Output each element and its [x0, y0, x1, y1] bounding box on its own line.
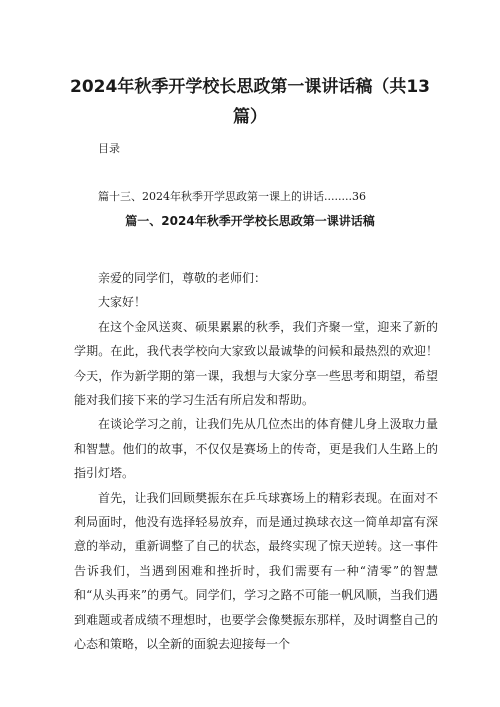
greeting-paragraph: 大家好！ — [98, 295, 147, 310]
toc-heading: 目录 — [98, 142, 120, 155]
salutation-paragraph: 亲爱的同学们，尊敬的老师们： — [98, 271, 267, 285]
body-paragraph: 在谈论学习之前，让我们先从几位杰出的体育健儿身上汲取力量和智慧。他们的故事，不仅仅是赛场上的传奇，更是我们人生路上的指引灯塔。 — [74, 417, 438, 481]
document-title: 2024年秋季开学校长思政第一课讲话稿（共13篇） — [70, 77, 430, 127]
section-heading: 篇一、2024年秋季开学校长思政第一课讲话稿 — [125, 214, 375, 228]
document-body — [74, 266, 438, 657]
body-paragraph: 在这个金风送爽、硕果累累的秋季，我们齐聚一堂，迎来了新的学期。在此，我代表学校向大家致以最诚挚的问候和最热烈的欢迎！今天，作为新学期的第一课，我想与大家分享一些思考和期望，希望能对我们接下来的学习生活有所启发和帮助。 — [74, 319, 438, 408]
body-paragraph: 首先，让我们回顾樊振东在乒乓球赛场上的精彩表现。在面对不利局面时，他没有选择轻易放弃，而是通过换球衣这一简单却富有深意的举动，重新调整了自己的状态，最终实现了惊天逆转。这一事件告诉我们，当遇到困难和挫折时，我们需要有一种“清零”的智慧和“从头再来”的勇气。同学们，学习之路不可能一帆风顺，当我们遇到难题或者成绩不理想时，也要学会像樊振东那样，及时调整自己的心态和策略，以全新的面貌去迎接每一个 — [74, 490, 438, 652]
toc-entry[interactable]: 篇十三、2024年秋季开学思政第一课上的讲话........36 — [98, 190, 366, 203]
